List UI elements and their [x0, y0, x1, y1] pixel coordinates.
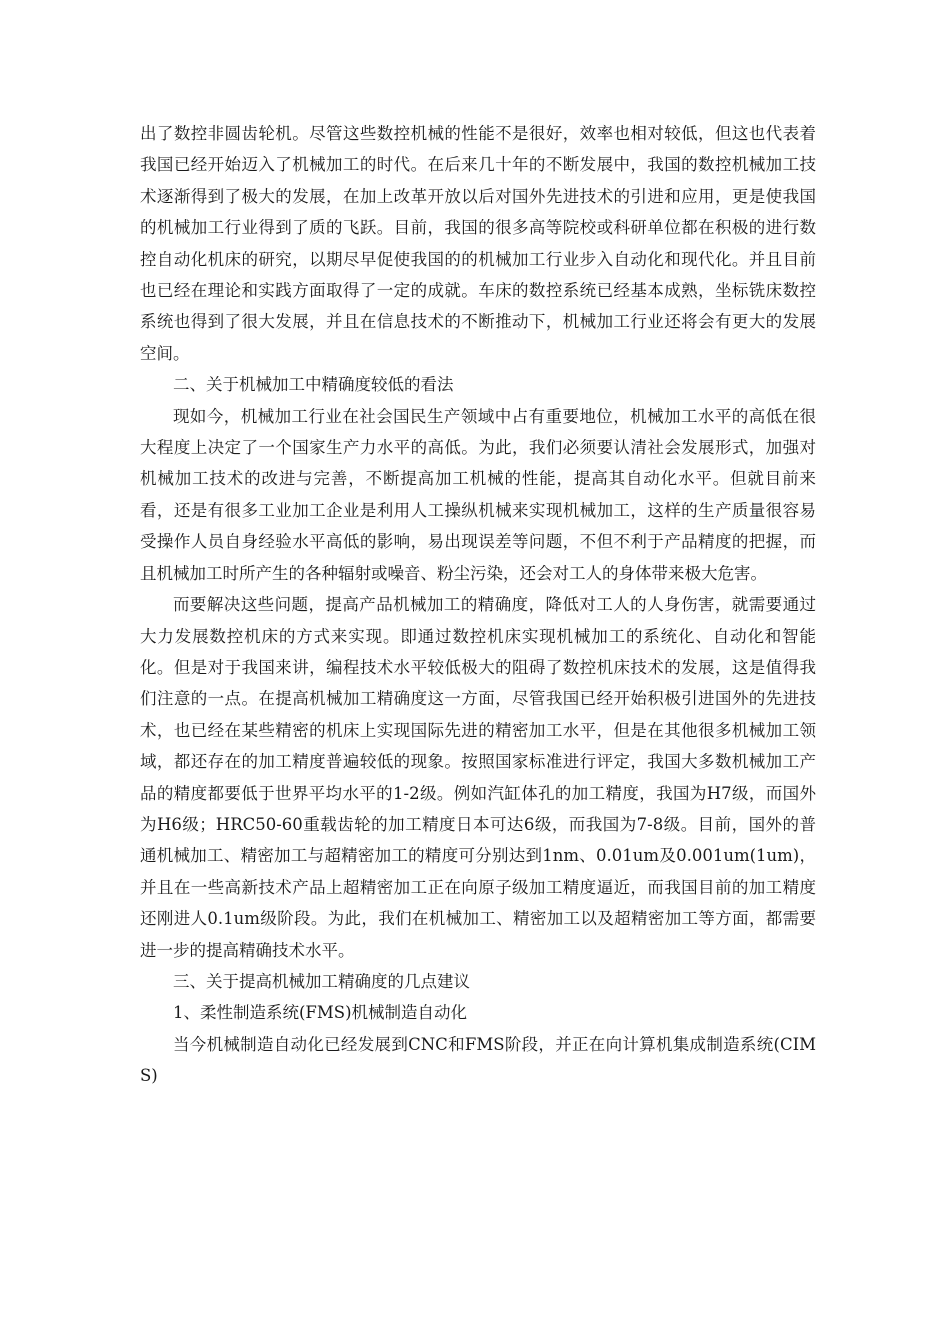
body-paragraph: 当今机械制造自动化已经发展到CNC和FMS阶段，并正在向计算机集成制造系统(CIMS): [140, 1034, 816, 1086]
section-heading: 三、关于提高机械加工精确度的几点建议: [173, 971, 470, 991]
subsection-heading: 1、柔性制造系统(FMS)机械制造自动化: [173, 1003, 468, 1023]
body-paragraph: 出了数控非圆齿轮机。尽管这些数控机械的性能不是很好，效率也相对较低，但这也代表着我国已经开始迈入了机械加工的时代。在后来几十年的不断发展中，我国的数控机械加工技术逐渐得到了极大的发展，在加上改革开放以后对国外先进技术的引进和应用，更是使我国的机械加工行业得到了质的飞跃。目前，我国的很多高等院校或科研单位都在积极的进行数控自动化机床的研究，以期尽早促使我国的的机械加工行业步入自动化和现代化。并且目前也已经在理论和实践方面取得了一定的成就。车床的数控系统已经基本成熟，坐标铣床数控系统也得到了很大发展，并且在信息技术的不断推动下，机械加工行业还将会有更大的发展空间。: [140, 124, 816, 363]
body-paragraph: 而要解决这些问题，提高产品机械加工的精确度，降低对工人的人身伤害，就需要通过大力发展数控机床的方式来实现。即通过数控机床实现机械加工的系统化、自动化和智能化。但是对于我国来讲，编程技术水平较低极大的阻碍了数控机床技术的发展，这是值得我们注意的一点。在提高机械加工精确度这一方面，尽管我国已经开始积极引进国外的先进技术，也已经在某些精密的机床上实现国际先进的精密加工水平，但是在其他很多机械加工领域，都还存在的加工精度普遍较低的现象。按照国家标准进行评定，我国大多数机械加工产品的精度都要低于世界平均水平的1-2级。例如汽缸体孔的加工精度，我国为H7级，而国外为H6级；HRC50-60重载齿轮的加工精度日本可达6级，而我国为7-8级。目前，国外的普通机械加工、精密加工与超精密加工的精度可分别达到1nm、0.01um及0.001um(1um)，并且在一些高新技术产品上超精密加工正在向原子级加工精度逼近，而我国目前的加工精度还刚进人0.1um级阶段。为此，我们在机械加工、精密加工以及超精密加工等方面，都需要进一步的提高精确技术水平。: [140, 595, 816, 960]
body-paragraph: 现如今，机械加工行业在社会国民生产领域中占有重要地位，机械加工水平的高低在很大程度上决定了一个国家生产力水平的高低。为此，我们必须要认清社会发展形式，加强对机械加工技术的改进与完善，不断提高加工机械的性能，提高其自动化水平。但就目前来看，还是有很多工业加工企业是利用人工操纵机械来实现机械加工，这样的生产质量很容易受操作人员自身经验水平高低的影响，易出现误差等问题，不但不利于产品精度的把握，而且机械加工时所产生的各种辐射或噪音、粉尘污染，还会对工人的身体带来极大危害。: [140, 406, 816, 583]
section-heading: 二、关于机械加工中精确度较低的看法: [173, 375, 454, 395]
document-body: [140, 118, 816, 1092]
